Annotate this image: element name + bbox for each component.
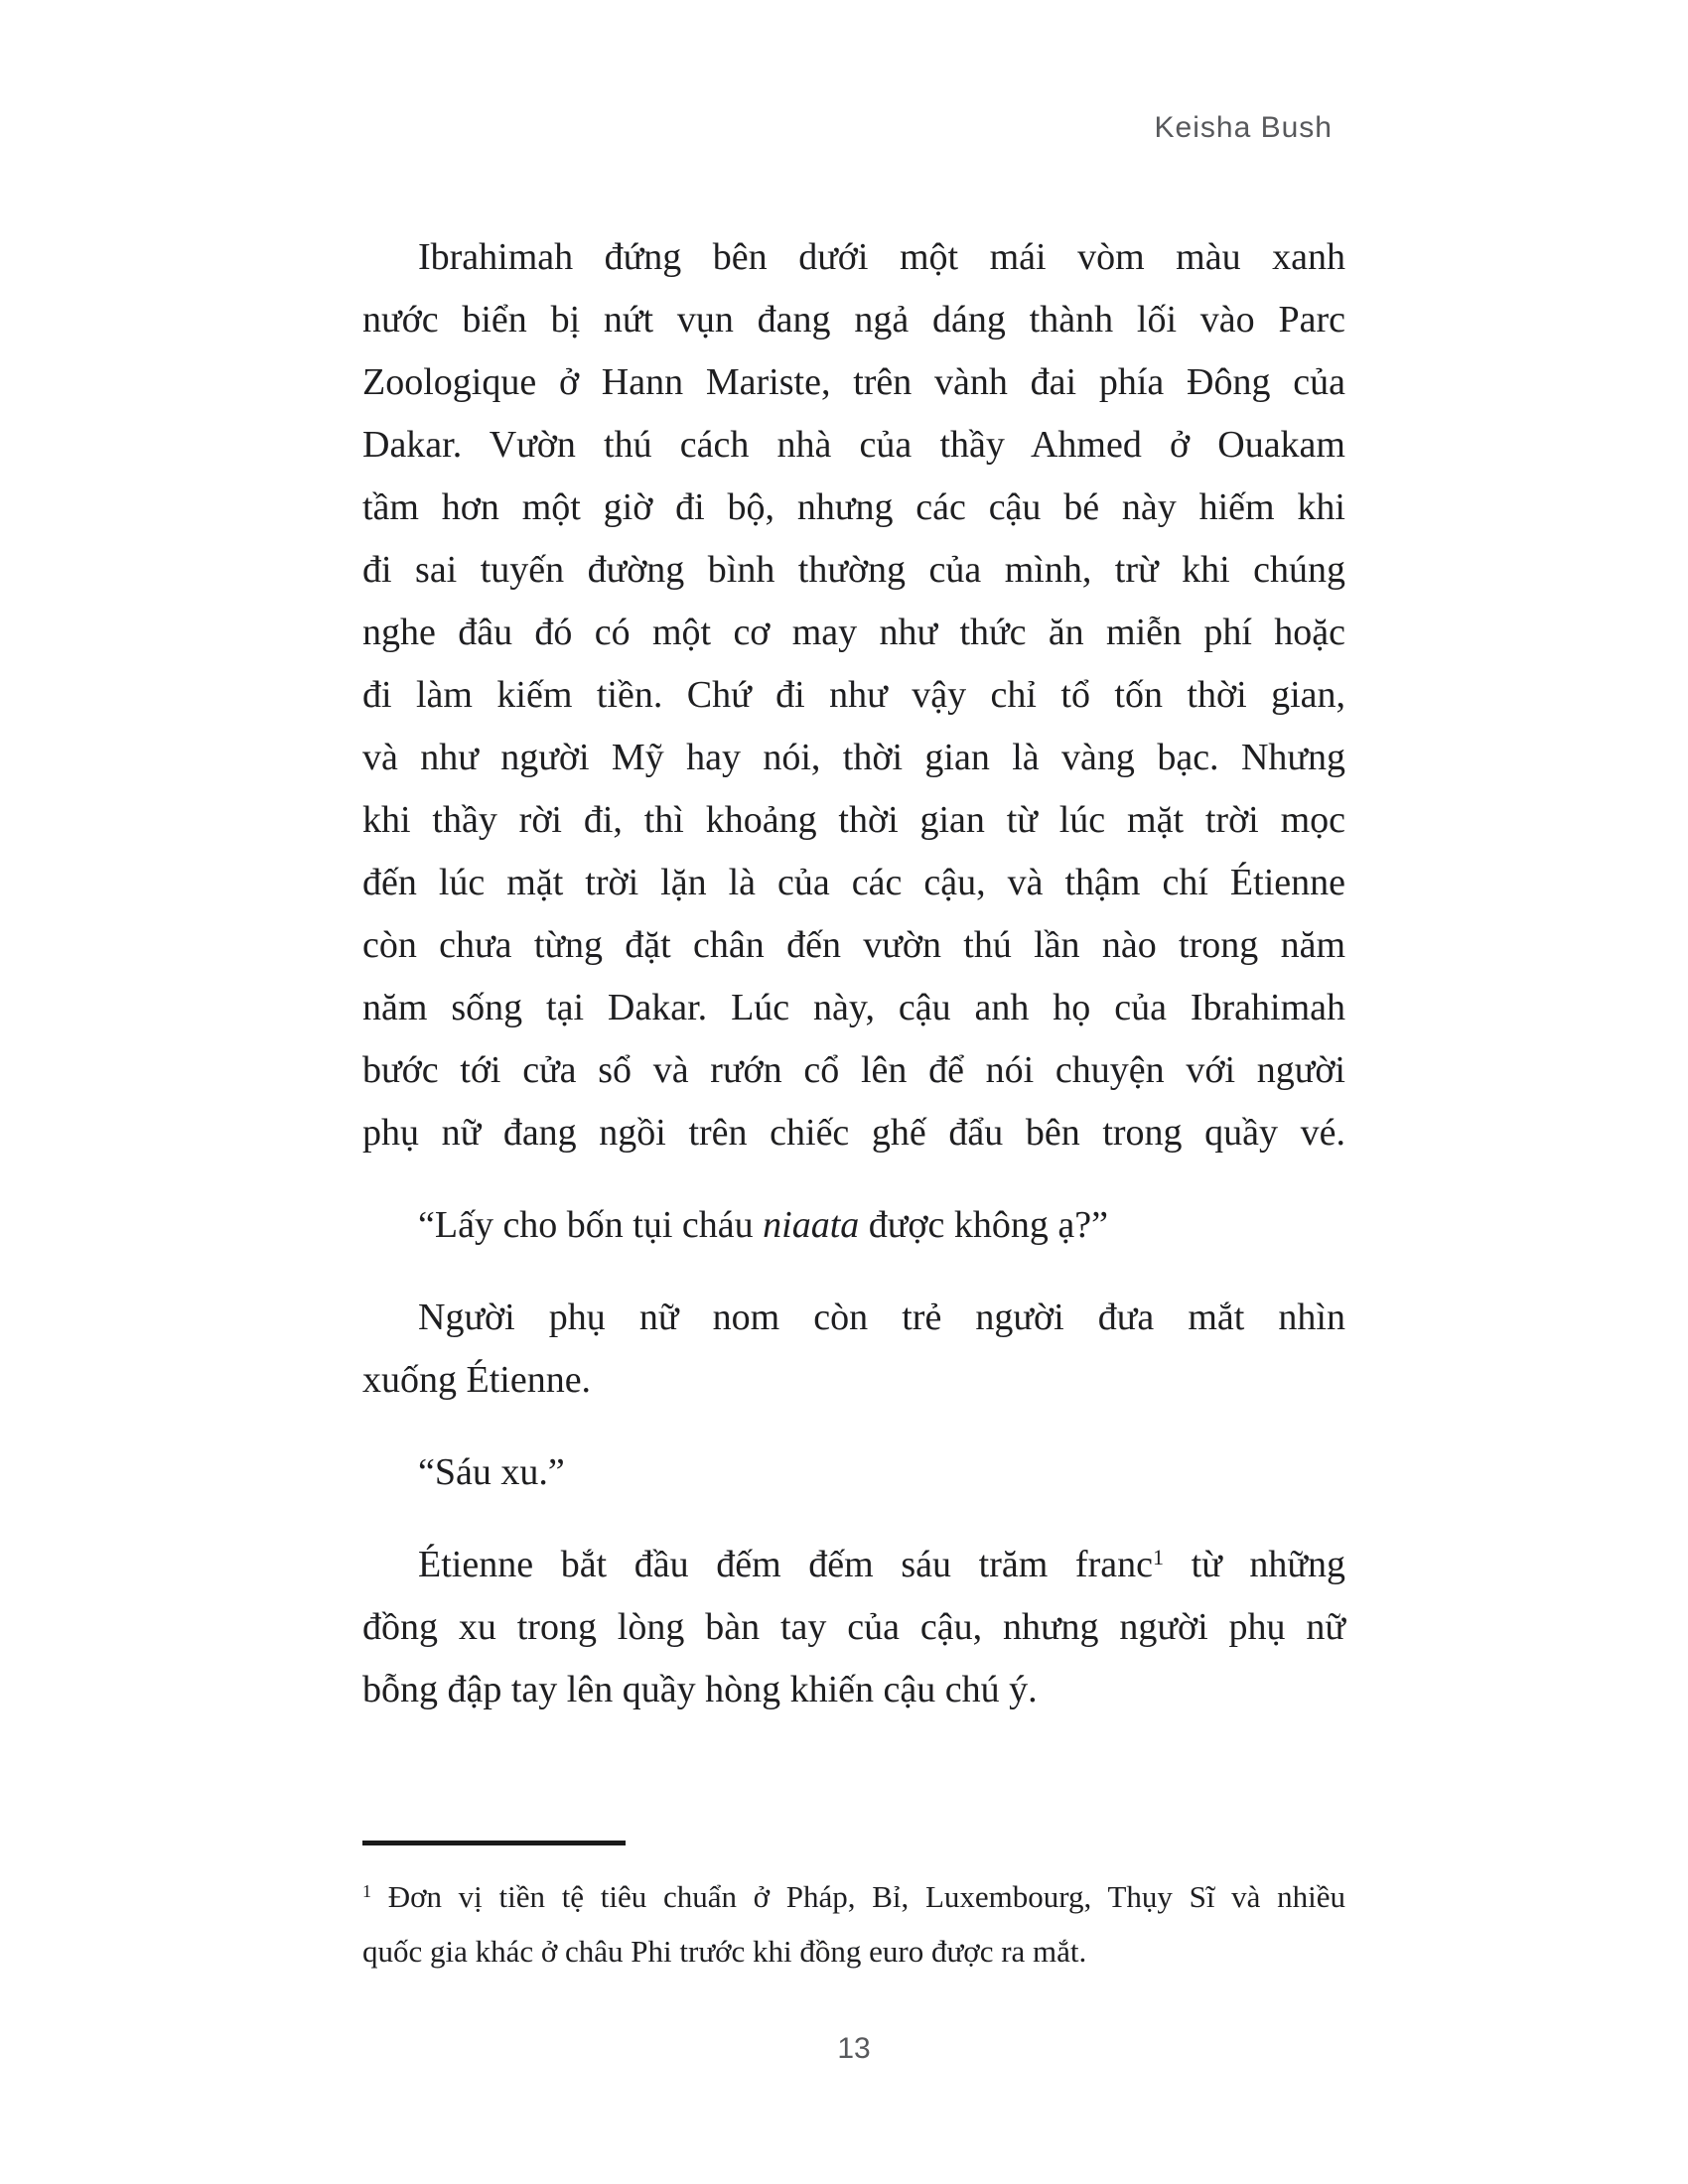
text-segment: “Lấy cho bốn tụi cháu <box>418 1204 764 1246</box>
paragraph <box>362 1869 1345 1979</box>
footnote-text <box>362 1869 1345 1979</box>
superscript-marker: 1 <box>1152 1544 1164 1570</box>
text-segment: được không ạ?” <box>859 1204 1108 1246</box>
paragraph <box>362 226 1345 1164</box>
text-segment: từ những <box>1163 1544 1346 1585</box>
paragraph <box>362 1287 1345 1412</box>
text-line: còn chưa từng đặt chân đến vườn thú lần nào trong năm <box>362 924 1345 966</box>
page-number: 13 <box>837 2032 871 2065</box>
text-line <box>362 1194 1345 1257</box>
footnote <box>362 1841 1345 1979</box>
text-line: khi thầy rời đi, thì khoảng thời gian từ lúc mặt trời mọc <box>362 799 1345 841</box>
text-line: nước biển bị nứt vụn đang ngả dáng thành lối vào Parc <box>362 299 1345 341</box>
text-line: đến lúc mặt trời lặn là của các cậu, và thậm chí Étienne <box>362 862 1345 903</box>
text-line: Người phụ nữ nom còn trẻ người đưa mắt nhìn <box>418 1297 1345 1338</box>
text-line: và như người Mỹ hay nói, thời gian là vàng bạc. Nhưng <box>362 737 1345 778</box>
paragraph <box>362 1441 1345 1504</box>
text-line: đi sai tuyến đường bình thường của mình, trừ khi chúng <box>362 549 1345 591</box>
text-segment: Đơn vị tiền tệ tiêu chuẩn ở Pháp, Bỉ, Luxembourg, Thụy Sĩ và nhiều <box>370 1879 1345 1914</box>
text-line: năm sống tại Dakar. Lúc này, cậu anh họ của Ibrahimah <box>362 987 1345 1028</box>
text-line: nghe đâu đó có một cơ may như thức ăn miễn phí hoặc <box>362 612 1345 653</box>
text-segment: Étienne bắt đầu đếm đếm sáu trăm franc <box>418 1544 1153 1585</box>
text-line: phụ nữ đang ngồi trên chiếc ghế đẩu bên trong quầy vé. <box>362 1112 1345 1154</box>
paragraph <box>362 1194 1345 1257</box>
text-line: quốc gia khác ở châu Phi trước khi đồng euro được ra mắt. <box>362 1934 1087 1969</box>
text-line: đồng xu trong lòng bàn tay của cậu, nhưng người phụ nữ <box>362 1606 1345 1648</box>
text-line <box>362 1534 1345 1596</box>
text-line: xuống Étienne. <box>362 1359 592 1401</box>
text-line: bước tới cửa sổ và rướn cổ lên để nói chuyện với người <box>362 1049 1345 1091</box>
text-line: đi làm kiếm tiền. Chứ đi như vậy chỉ tổ tốn thời gian, <box>362 674 1345 716</box>
body-text <box>362 226 1345 1721</box>
running-header-author: Keisha Bush <box>1154 111 1333 144</box>
footnote-separator-rule <box>362 1841 626 1845</box>
paragraph <box>362 1534 1345 1721</box>
text-line: “Sáu xu.” <box>418 1451 565 1493</box>
text-line: bỗng đập tay lên quầy hòng khiến cậu chú ý. <box>362 1669 1038 1710</box>
text-line <box>362 1869 1345 1924</box>
text-line: Zoologique ở Hann Mariste, trên vành đai phía Đông của <box>362 361 1345 403</box>
superscript-marker: 1 <box>362 1881 371 1902</box>
text-line: Ibrahimah đứng bên dưới một mái vòm màu xanh <box>418 236 1345 278</box>
italic-term: niaata <box>763 1204 860 1246</box>
text-line: tầm hơn một giờ đi bộ, nhưng các cậu bé này hiếm khi <box>362 486 1345 528</box>
text-line: Dakar. Vườn thú cách nhà của thầy Ahmed ở Ouakam <box>362 424 1345 466</box>
